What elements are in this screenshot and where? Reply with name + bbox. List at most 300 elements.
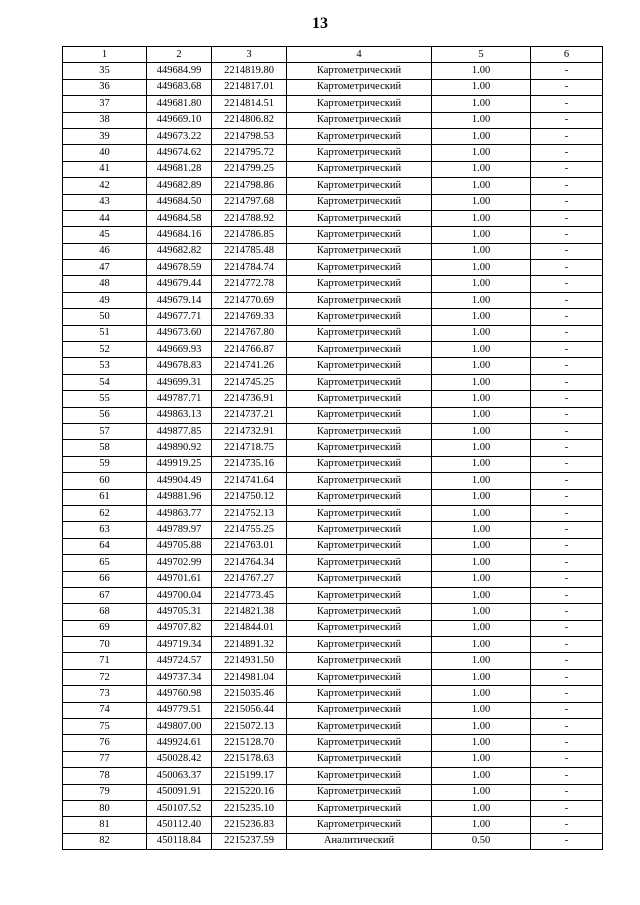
accuracy-cell: 1.00 [432,555,531,571]
y-coordinate-cell: 2214773.45 [212,587,287,603]
accuracy-cell: 1.00 [432,538,531,554]
method-cell: Картометрический [287,423,432,439]
method-cell: Картометрический [287,800,432,816]
method-cell: Картометрический [287,96,432,112]
description-cell: - [531,637,603,653]
method-cell: Картометрический [287,210,432,226]
accuracy-cell: 1.00 [432,751,531,767]
description-cell: - [531,358,603,374]
y-coordinate-cell: 2215236.83 [212,817,287,833]
description-cell: - [531,161,603,177]
accuracy-cell: 1.00 [432,489,531,505]
description-cell: - [531,768,603,784]
table-row [63,276,603,292]
accuracy-cell: 1.00 [432,604,531,620]
x-coordinate-cell: 449787.71 [147,391,212,407]
accuracy-cell: 1.00 [432,391,531,407]
accuracy-cell: 1.00 [432,260,531,276]
description-cell: - [531,571,603,587]
table-row [63,210,603,226]
description-cell: - [531,309,603,325]
description-cell: - [531,538,603,554]
header-cell: 4 [287,47,432,63]
description-cell: - [531,407,603,423]
method-cell: Картометрический [287,276,432,292]
accuracy-cell: 1.00 [432,407,531,423]
header-cell: 1 [63,47,147,63]
accuracy-cell: 1.00 [432,63,531,79]
description-cell: - [531,555,603,571]
x-coordinate-cell: 449863.13 [147,407,212,423]
x-coordinate-cell: 449678.59 [147,260,212,276]
table-row [63,555,603,571]
table-row [63,178,603,194]
y-coordinate-cell: 2214819.80 [212,63,287,79]
x-coordinate-cell: 449684.16 [147,227,212,243]
method-cell: Аналитический [287,833,432,849]
accuracy-cell: 1.00 [432,505,531,521]
description-cell: - [531,440,603,456]
method-cell: Картометрический [287,243,432,259]
description-cell: - [531,260,603,276]
point-number-cell: 80 [63,800,147,816]
x-coordinate-cell: 449919.25 [147,456,212,472]
x-coordinate-cell: 449807.00 [147,719,212,735]
point-number-cell: 59 [63,456,147,472]
description-cell: - [531,374,603,390]
table-row [63,243,603,259]
page-number: 13 [312,15,328,32]
method-cell: Картометрический [287,751,432,767]
y-coordinate-cell: 2214772.78 [212,276,287,292]
point-number-cell: 78 [63,768,147,784]
description-cell: - [531,505,603,521]
method-cell: Картометрический [287,686,432,702]
method-cell: Картометрический [287,604,432,620]
description-cell: - [531,79,603,95]
table-row [63,784,603,800]
point-number-cell: 54 [63,374,147,390]
point-number-cell: 76 [63,735,147,751]
x-coordinate-cell: 450118.84 [147,833,212,849]
description-cell: - [531,620,603,636]
y-coordinate-cell: 2215199.17 [212,768,287,784]
point-number-cell: 50 [63,309,147,325]
accuracy-cell: 1.00 [432,112,531,128]
point-number-cell: 74 [63,702,147,718]
description-cell: - [531,669,603,685]
method-cell: Картометрический [287,620,432,636]
description-cell: - [531,276,603,292]
x-coordinate-cell: 449881.96 [147,489,212,505]
x-coordinate-cell: 449678.83 [147,358,212,374]
point-number-cell: 51 [63,325,147,341]
x-coordinate-cell: 449702.99 [147,555,212,571]
x-coordinate-cell: 449679.14 [147,292,212,308]
y-coordinate-cell: 2214769.33 [212,309,287,325]
table-row [63,669,603,685]
accuracy-cell: 1.00 [432,161,531,177]
accuracy-cell: 1.00 [432,227,531,243]
point-number-cell: 68 [63,604,147,620]
accuracy-cell: 1.00 [432,735,531,751]
table-row [63,260,603,276]
method-cell: Картометрический [287,260,432,276]
description-cell: - [531,210,603,226]
y-coordinate-cell: 2214799.25 [212,161,287,177]
accuracy-cell: 1.00 [432,325,531,341]
description-cell: - [531,522,603,538]
point-number-cell: 62 [63,505,147,521]
method-cell: Картометрический [287,128,432,144]
method-cell: Картометрический [287,63,432,79]
method-cell: Картометрический [287,538,432,554]
x-coordinate-cell: 449684.58 [147,210,212,226]
accuracy-cell: 1.00 [432,637,531,653]
point-number-cell: 77 [63,751,147,767]
accuracy-cell: 1.00 [432,456,531,472]
point-number-cell: 40 [63,145,147,161]
x-coordinate-cell: 450091.91 [147,784,212,800]
description-cell: - [531,194,603,210]
y-coordinate-cell: 2215237.59 [212,833,287,849]
y-coordinate-cell: 2214741.64 [212,473,287,489]
table-row [63,587,603,603]
header-cell: 6 [531,47,603,63]
point-number-cell: 65 [63,555,147,571]
accuracy-cell: 1.00 [432,292,531,308]
method-cell: Картометрический [287,784,432,800]
method-cell: Картометрический [287,227,432,243]
x-coordinate-cell: 449924.61 [147,735,212,751]
method-cell: Картометрический [287,325,432,341]
point-number-cell: 63 [63,522,147,538]
point-number-cell: 60 [63,473,147,489]
y-coordinate-cell: 2214741.26 [212,358,287,374]
method-cell: Картометрический [287,505,432,521]
description-cell: - [531,473,603,489]
x-coordinate-cell: 449674.62 [147,145,212,161]
table-row [63,79,603,95]
y-coordinate-cell: 2214737.21 [212,407,287,423]
y-coordinate-cell: 2214821.38 [212,604,287,620]
accuracy-cell: 1.00 [432,374,531,390]
x-coordinate-cell: 449684.50 [147,194,212,210]
y-coordinate-cell: 2214784.74 [212,260,287,276]
table-row [63,751,603,767]
y-coordinate-cell: 2215220.16 [212,784,287,800]
y-coordinate-cell: 2214806.82 [212,112,287,128]
point-number-cell: 57 [63,423,147,439]
point-number-cell: 49 [63,292,147,308]
x-coordinate-cell: 449669.93 [147,342,212,358]
x-coordinate-cell: 449705.31 [147,604,212,620]
y-coordinate-cell: 2214788.92 [212,210,287,226]
table-row [63,128,603,144]
description-cell: - [531,817,603,833]
point-number-cell: 55 [63,391,147,407]
y-coordinate-cell: 2215056.44 [212,702,287,718]
y-coordinate-cell: 2214891.32 [212,637,287,653]
description-cell: - [531,604,603,620]
point-number-cell: 39 [63,128,147,144]
point-number-cell: 43 [63,194,147,210]
y-coordinate-cell: 2214798.86 [212,178,287,194]
coordinates-table [62,46,603,850]
description-cell: - [531,784,603,800]
method-cell: Картометрический [287,374,432,390]
point-number-cell: 69 [63,620,147,636]
table-row [63,161,603,177]
method-cell: Картометрический [287,309,432,325]
x-coordinate-cell: 449701.61 [147,571,212,587]
y-coordinate-cell: 2214795.72 [212,145,287,161]
point-number-cell: 48 [63,276,147,292]
header-cell: 3 [212,47,287,63]
y-coordinate-cell: 2214764.34 [212,555,287,571]
method-cell: Картометрический [287,391,432,407]
x-coordinate-cell: 449682.89 [147,178,212,194]
table-row [63,407,603,423]
accuracy-cell: 1.00 [432,702,531,718]
point-number-cell: 64 [63,538,147,554]
point-number-cell: 47 [63,260,147,276]
header-cell: 5 [432,47,531,63]
table-row [63,637,603,653]
table-row [63,63,603,79]
x-coordinate-cell: 449681.80 [147,96,212,112]
y-coordinate-cell: 2214735.16 [212,456,287,472]
method-cell: Картометрический [287,522,432,538]
table-row [63,571,603,587]
y-coordinate-cell: 2214750.12 [212,489,287,505]
accuracy-cell: 1.00 [432,587,531,603]
point-number-cell: 38 [63,112,147,128]
table-row [63,653,603,669]
accuracy-cell: 1.00 [432,96,531,112]
method-cell: Картометрический [287,489,432,505]
x-coordinate-cell: 449904.49 [147,473,212,489]
point-number-cell: 67 [63,587,147,603]
accuracy-cell: 1.00 [432,620,531,636]
table-header-row [63,47,603,63]
point-number-cell: 66 [63,571,147,587]
accuracy-cell: 0.50 [432,833,531,849]
y-coordinate-cell: 2214844.01 [212,620,287,636]
y-coordinate-cell: 2215128.70 [212,735,287,751]
y-coordinate-cell: 2214981.04 [212,669,287,685]
point-number-cell: 75 [63,719,147,735]
table-row [63,96,603,112]
table-row [63,473,603,489]
method-cell: Картометрический [287,145,432,161]
x-coordinate-cell: 449789.97 [147,522,212,538]
accuracy-cell: 1.00 [432,342,531,358]
description-cell: - [531,735,603,751]
point-number-cell: 61 [63,489,147,505]
description-cell: - [531,800,603,816]
table-row [63,604,603,620]
method-cell: Картометрический [287,768,432,784]
x-coordinate-cell: 449679.44 [147,276,212,292]
table-row [63,505,603,521]
method-cell: Картометрический [287,407,432,423]
table-row [63,325,603,341]
description-cell: - [531,96,603,112]
y-coordinate-cell: 2214736.91 [212,391,287,407]
description-cell: - [531,719,603,735]
x-coordinate-cell: 449890.92 [147,440,212,456]
table-row [63,817,603,833]
point-number-cell: 37 [63,96,147,112]
x-coordinate-cell: 449863.77 [147,505,212,521]
y-coordinate-cell: 2214770.69 [212,292,287,308]
point-number-cell: 52 [63,342,147,358]
accuracy-cell: 1.00 [432,784,531,800]
table-row [63,719,603,735]
accuracy-cell: 1.00 [432,653,531,669]
table-row [63,292,603,308]
description-cell: - [531,292,603,308]
table-row [63,227,603,243]
description-cell: - [531,391,603,407]
y-coordinate-cell: 2214752.13 [212,505,287,521]
method-cell: Картометрический [287,669,432,685]
x-coordinate-cell: 450112.40 [147,817,212,833]
table-row [63,194,603,210]
method-cell: Картометрический [287,342,432,358]
accuracy-cell: 1.00 [432,473,531,489]
y-coordinate-cell: 2214766.87 [212,342,287,358]
method-cell: Картометрический [287,719,432,735]
description-cell: - [531,227,603,243]
accuracy-cell: 1.00 [432,178,531,194]
point-number-cell: 45 [63,227,147,243]
table-row [63,538,603,554]
table-row [63,620,603,636]
y-coordinate-cell: 2214785.48 [212,243,287,259]
accuracy-cell: 1.00 [432,276,531,292]
table-row [63,800,603,816]
point-number-cell: 36 [63,79,147,95]
x-coordinate-cell: 449677.71 [147,309,212,325]
accuracy-cell: 1.00 [432,817,531,833]
method-cell: Картометрический [287,587,432,603]
description-cell: - [531,243,603,259]
point-number-cell: 81 [63,817,147,833]
header-cell: 2 [147,47,212,63]
x-coordinate-cell: 449673.60 [147,325,212,341]
y-coordinate-cell: 2214718.75 [212,440,287,456]
method-cell: Картометрический [287,456,432,472]
x-coordinate-cell: 449877.85 [147,423,212,439]
method-cell: Картометрический [287,292,432,308]
accuracy-cell: 1.00 [432,669,531,685]
description-cell: - [531,128,603,144]
x-coordinate-cell: 449719.34 [147,637,212,653]
y-coordinate-cell: 2214814.51 [212,96,287,112]
x-coordinate-cell: 449669.10 [147,112,212,128]
table-row [63,768,603,784]
accuracy-cell: 1.00 [432,128,531,144]
x-coordinate-cell: 450063.37 [147,768,212,784]
point-number-cell: 56 [63,407,147,423]
table-row [63,309,603,325]
point-number-cell: 46 [63,243,147,259]
y-coordinate-cell: 2214732.91 [212,423,287,439]
x-coordinate-cell: 450107.52 [147,800,212,816]
table-row [63,358,603,374]
method-cell: Картометрический [287,112,432,128]
table-row [63,374,603,390]
y-coordinate-cell: 2214786.85 [212,227,287,243]
table-row [63,423,603,439]
point-number-cell: 44 [63,210,147,226]
description-cell: - [531,178,603,194]
method-cell: Картометрический [287,161,432,177]
point-number-cell: 42 [63,178,147,194]
description-cell: - [531,702,603,718]
method-cell: Картометрический [287,637,432,653]
point-number-cell: 71 [63,653,147,669]
accuracy-cell: 1.00 [432,522,531,538]
description-cell: - [531,833,603,849]
description-cell: - [531,456,603,472]
y-coordinate-cell: 2214745.25 [212,374,287,390]
x-coordinate-cell: 450028.42 [147,751,212,767]
y-coordinate-cell: 2214798.53 [212,128,287,144]
y-coordinate-cell: 2215035.46 [212,686,287,702]
table-body [63,47,603,850]
accuracy-cell: 1.00 [432,79,531,95]
description-cell: - [531,587,603,603]
y-coordinate-cell: 2214763.01 [212,538,287,554]
accuracy-cell: 1.00 [432,440,531,456]
x-coordinate-cell: 449682.82 [147,243,212,259]
description-cell: - [531,342,603,358]
method-cell: Картометрический [287,735,432,751]
method-cell: Картометрический [287,79,432,95]
y-coordinate-cell: 2214767.80 [212,325,287,341]
description-cell: - [531,686,603,702]
x-coordinate-cell: 449705.88 [147,538,212,554]
description-cell: - [531,63,603,79]
method-cell: Картометрический [287,555,432,571]
y-coordinate-cell: 2215178.63 [212,751,287,767]
table-row [63,489,603,505]
method-cell: Картометрический [287,653,432,669]
method-cell: Картометрический [287,817,432,833]
y-coordinate-cell: 2214931.50 [212,653,287,669]
y-coordinate-cell: 2214755.25 [212,522,287,538]
point-number-cell: 79 [63,784,147,800]
table-row [63,702,603,718]
x-coordinate-cell: 449681.28 [147,161,212,177]
x-coordinate-cell: 449684.99 [147,63,212,79]
table-row [63,145,603,161]
accuracy-cell: 1.00 [432,309,531,325]
point-number-cell: 72 [63,669,147,685]
y-coordinate-cell: 2214797.68 [212,194,287,210]
method-cell: Картометрический [287,440,432,456]
x-coordinate-cell: 449737.34 [147,669,212,685]
method-cell: Картометрический [287,571,432,587]
table-row [63,440,603,456]
description-cell: - [531,489,603,505]
y-coordinate-cell: 2215072.13 [212,719,287,735]
y-coordinate-cell: 2215235.10 [212,800,287,816]
description-cell: - [531,653,603,669]
